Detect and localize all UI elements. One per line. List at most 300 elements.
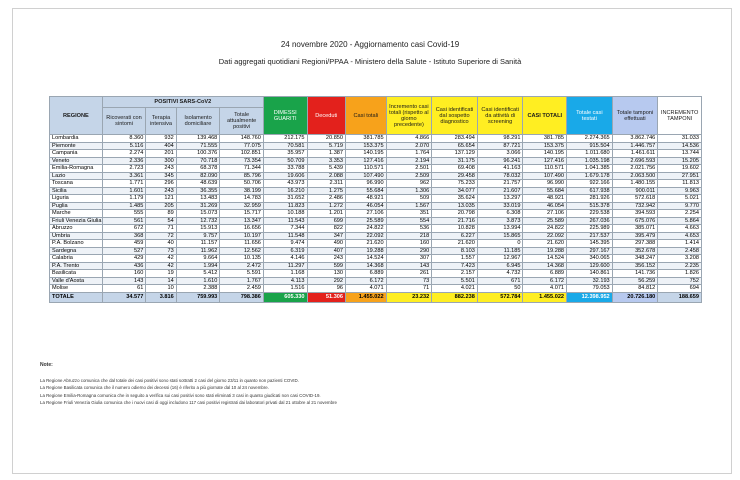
value-cell: 1.826 <box>658 270 702 278</box>
value-cell: 12.562 <box>220 247 264 255</box>
value-cell: 1.610 <box>176 277 220 285</box>
value-cell: 22.092 <box>523 232 567 240</box>
value-cell: 1.272 <box>307 202 346 210</box>
value-cell: 243 <box>307 255 346 263</box>
value-cell: 70.581 <box>263 142 307 150</box>
value-cell: 19.288 <box>346 247 387 255</box>
value-cell: 0 <box>477 240 523 248</box>
region-cell: Puglia <box>50 202 103 210</box>
value-cell: 6.319 <box>263 247 307 255</box>
value-cell: 381.785 <box>346 135 387 143</box>
value-cell: 34.077 <box>432 187 478 195</box>
value-cell: 381.785 <box>523 135 567 143</box>
value-cell: 35.957 <box>263 150 307 158</box>
value-cell: 348.247 <box>612 255 658 263</box>
value-cell: 71 <box>386 285 432 293</box>
value-cell: 2.254 <box>658 210 702 218</box>
col-header-isolamento: Isolamento domiciliare <box>176 108 220 135</box>
value-cell: 100.376 <box>176 150 220 158</box>
col-header-totale-positivi: Totale attualmente positivi <box>220 108 264 135</box>
col-header-casi-totali-2: CASI TOTALI <box>523 97 567 135</box>
value-cell: 1.446.757 <box>612 142 658 150</box>
value-cell: 356.152 <box>612 262 658 270</box>
value-cell: 12.732 <box>176 217 220 225</box>
value-cell: 22.092 <box>346 232 387 240</box>
value-cell: 98.291 <box>477 135 523 143</box>
col-header-sospetto: Casi identificati dal sospetto diagnostico <box>432 97 478 135</box>
value-cell: 459 <box>102 240 146 248</box>
value-cell: 11.548 <box>263 232 307 240</box>
value-cell: 11.823 <box>263 202 307 210</box>
region-cell: Sardegna <box>50 247 103 255</box>
value-cell: 188.659 <box>658 292 702 302</box>
value-cell: 822 <box>307 225 346 233</box>
value-cell: 8.103 <box>432 247 478 255</box>
value-cell: 29.458 <box>432 172 478 180</box>
value-cell: 2.501 <box>386 165 432 173</box>
value-cell: 19 <box>146 270 176 278</box>
value-cell: 73 <box>146 247 176 255</box>
value-cell: 1.764 <box>386 150 432 158</box>
table-row <box>50 262 702 270</box>
value-cell: 10.828 <box>432 225 478 233</box>
region-cell: P.A. Trento <box>50 262 103 270</box>
value-cell: 143 <box>386 262 432 270</box>
value-cell: 307 <box>386 255 432 263</box>
value-cell: 340.065 <box>567 255 613 263</box>
value-cell: 2.274 <box>102 150 146 158</box>
value-cell: 9.963 <box>658 187 702 195</box>
value-cell: 13.347 <box>220 217 264 225</box>
value-cell: 14.783 <box>220 195 264 203</box>
value-cell: 699 <box>307 217 346 225</box>
value-cell: 25.589 <box>346 217 387 225</box>
value-cell: 9.757 <box>176 232 220 240</box>
value-cell: 1.994 <box>176 262 220 270</box>
value-cell: 5.591 <box>220 270 264 278</box>
value-cell: 7.423 <box>432 262 478 270</box>
report-subtitle: Dati aggregati quotidiani Regioni/PPAA - Ministero della Salute - Istituto Superiore di Sanità <box>218 57 522 66</box>
value-cell: 404 <box>146 142 176 150</box>
value-cell: 24.822 <box>523 225 567 233</box>
region-cell: Piemonte <box>50 142 103 150</box>
value-cell: 554 <box>386 217 432 225</box>
value-cell: 675.076 <box>612 217 658 225</box>
value-cell: 55.684 <box>346 187 387 195</box>
value-cell: 56.259 <box>612 277 658 285</box>
table-row <box>50 285 702 293</box>
value-cell: 1.179 <box>102 195 146 203</box>
value-cell: 19.606 <box>263 172 307 180</box>
value-cell: 2.459 <box>220 285 264 293</box>
value-cell: 8.360 <box>102 135 146 143</box>
value-cell: 96.990 <box>523 180 567 188</box>
value-cell: 2.336 <box>102 157 146 165</box>
value-cell: 50.709 <box>263 157 307 165</box>
value-cell: 3.873 <box>477 217 523 225</box>
value-cell: 27.106 <box>346 210 387 218</box>
value-cell: 21.620 <box>346 240 387 248</box>
value-cell: 102.851 <box>220 150 264 158</box>
value-cell: 40 <box>146 240 176 248</box>
col-header-tamponi: Totale tamponi effettuati <box>612 97 658 135</box>
value-cell: 962 <box>386 180 432 188</box>
value-cell: 572.618 <box>612 195 658 203</box>
table-row <box>50 210 702 218</box>
value-cell: 1.480.155 <box>612 180 658 188</box>
table-row <box>50 195 702 203</box>
value-cell: 352.678 <box>612 247 658 255</box>
value-cell: 6.945 <box>477 262 523 270</box>
note-line: La Regione Friuli Venezia Giulia comunica che i nuovi casi di oggi includono 117 casi positivi registrati dai laboratori privati dal 21 ottobre al 21 novembre <box>40 399 337 405</box>
table-row <box>50 240 702 248</box>
value-cell: 5.439 <box>307 165 346 173</box>
value-cell: 21.620 <box>432 240 478 248</box>
value-cell: 732.942 <box>612 202 658 210</box>
table-row <box>50 202 702 210</box>
value-cell: 3.862.746 <box>612 135 658 143</box>
value-cell: 96.990 <box>346 180 387 188</box>
value-cell: 1.679.178 <box>567 172 613 180</box>
value-cell: 3.208 <box>658 255 702 263</box>
value-cell: 4.071 <box>346 285 387 293</box>
value-cell: 11.813 <box>658 180 702 188</box>
value-cell: 218 <box>386 232 432 240</box>
value-cell: 41.163 <box>477 165 523 173</box>
value-cell: 205 <box>146 202 176 210</box>
value-cell: 160 <box>102 270 146 278</box>
value-cell: 107.490 <box>346 172 387 180</box>
value-cell: 20.798 <box>432 210 478 218</box>
value-cell: 23.232 <box>386 292 432 302</box>
value-cell: 2.274.365 <box>567 135 613 143</box>
value-cell: 27.106 <box>523 210 567 218</box>
value-cell: 36.355 <box>176 187 220 195</box>
value-cell: 509 <box>386 195 432 203</box>
value-cell: 3.353 <box>307 157 346 165</box>
value-cell: 14.536 <box>658 142 702 150</box>
col-header-incremento: Incremento casi totali (rispetto al giorno precedente) <box>386 97 432 135</box>
value-cell: 4.653 <box>658 232 702 240</box>
value-cell: 11.962 <box>176 247 220 255</box>
report-title: 24 novembre 2020 - Aggiornamento casi Covid-19 <box>280 40 460 49</box>
value-cell: 2.486 <box>307 195 346 203</box>
value-cell: 6.889 <box>523 270 567 278</box>
value-cell: 31.175 <box>432 157 478 165</box>
value-cell: 1.557 <box>432 255 478 263</box>
value-cell: 87.721 <box>477 142 523 150</box>
value-cell: 139.468 <box>176 135 220 143</box>
value-cell: 3.066 <box>477 150 523 158</box>
value-cell: 290 <box>386 247 432 255</box>
value-cell: 6.889 <box>346 270 387 278</box>
value-cell: 15.717 <box>220 210 264 218</box>
value-cell: 292 <box>307 277 346 285</box>
value-cell: 72 <box>146 232 176 240</box>
note-line: La Regione Abruzzo comunica che dal totale dei casi positivi sono stati sottratti 2 casi del giorno 23/11 in quanto non pazienti COVID. <box>40 378 299 384</box>
value-cell: 25.589 <box>523 217 567 225</box>
value-cell: 243 <box>146 165 176 173</box>
value-cell: 297.167 <box>567 247 613 255</box>
value-cell: 2.194 <box>386 157 432 165</box>
value-cell: 15.073 <box>176 210 220 218</box>
region-cell: Abruzzo <box>50 225 103 233</box>
value-cell: 572.784 <box>477 292 523 302</box>
value-cell: 752 <box>658 277 702 285</box>
col-header-casi-totali: Casi totali <box>346 97 387 135</box>
value-cell: 1.461.611 <box>612 150 658 158</box>
value-cell: 6.172 <box>523 277 567 285</box>
table-row <box>50 270 702 278</box>
value-cell: 16.656 <box>220 225 264 233</box>
value-cell: 11.185 <box>477 247 523 255</box>
value-cell: 922.166 <box>567 180 613 188</box>
value-cell: 368 <box>102 232 146 240</box>
value-cell: 10.188 <box>263 210 307 218</box>
value-cell: 4.071 <box>523 285 567 293</box>
value-cell: 2.388 <box>176 285 220 293</box>
value-cell: 599 <box>307 262 346 270</box>
value-cell: 759.993 <box>176 292 220 302</box>
value-cell: 267.036 <box>567 217 613 225</box>
value-cell: 34.577 <box>102 292 146 302</box>
value-cell: 48.921 <box>346 195 387 203</box>
value-cell: 77.075 <box>220 142 264 150</box>
value-cell: 130 <box>307 270 346 278</box>
value-cell: 9.474 <box>263 240 307 248</box>
value-cell: 148.760 <box>220 135 264 143</box>
value-cell: 261 <box>386 270 432 278</box>
value-cell: 1.306 <box>386 187 432 195</box>
col-header-regione: REGIONE <box>50 97 103 135</box>
table-row <box>50 180 702 188</box>
value-cell: 4.663 <box>658 225 702 233</box>
value-cell: 33.019 <box>477 202 523 210</box>
value-cell: 32.959 <box>220 202 264 210</box>
table-row <box>50 187 702 195</box>
table-row <box>50 255 702 263</box>
value-cell: 71.555 <box>176 142 220 150</box>
value-cell: 2.088 <box>307 172 346 180</box>
value-cell: 31.269 <box>176 202 220 210</box>
notes-title: Note: <box>40 362 53 368</box>
notes-section <box>40 362 690 406</box>
value-cell: 385.071 <box>612 225 658 233</box>
value-cell: 3.816 <box>146 292 176 302</box>
value-cell: 43.973 <box>263 180 307 188</box>
value-cell: 13.994 <box>477 225 523 233</box>
value-cell: 5.719 <box>307 142 346 150</box>
value-cell: 7.344 <box>263 225 307 233</box>
value-cell: 561 <box>102 217 146 225</box>
value-cell: 73 <box>386 277 432 285</box>
value-cell: 127.416 <box>523 157 567 165</box>
region-cell: Toscana <box>50 180 103 188</box>
value-cell: 153.375 <box>346 142 387 150</box>
value-cell: 143 <box>102 277 146 285</box>
value-cell: 1.035.198 <box>567 157 613 165</box>
value-cell: 5.021 <box>658 195 702 203</box>
value-cell: 5.864 <box>658 217 702 225</box>
table-row <box>50 142 702 150</box>
region-cell: Marche <box>50 210 103 218</box>
value-cell: 1.387 <box>307 150 346 158</box>
value-cell: 671 <box>477 277 523 285</box>
table-row <box>50 225 702 233</box>
value-cell: 9.770 <box>658 202 702 210</box>
value-cell: 6.172 <box>346 277 387 285</box>
value-cell: 527 <box>102 247 146 255</box>
value-cell: 73.354 <box>220 157 264 165</box>
value-cell: 48.639 <box>176 180 220 188</box>
region-cell: Friuli Venezia Giulia <box>50 217 103 225</box>
value-cell: 351 <box>386 210 432 218</box>
value-cell: 1.414 <box>658 240 702 248</box>
value-cell: 4.146 <box>263 255 307 263</box>
value-cell: 4.113 <box>263 277 307 285</box>
value-cell: 32.193 <box>567 277 613 285</box>
value-cell: 11.157 <box>176 240 220 248</box>
value-cell: 31.652 <box>263 195 307 203</box>
value-cell: 21.620 <box>523 240 567 248</box>
value-cell: 140.195 <box>523 150 567 158</box>
table-row <box>50 135 702 143</box>
value-cell: 4.021 <box>432 285 478 293</box>
value-cell: 78.032 <box>477 172 523 180</box>
region-cell: TOTALE <box>50 292 103 302</box>
col-header-casi-testati: Totale casi testati <box>567 97 613 135</box>
value-cell: 4.866 <box>386 135 432 143</box>
table-row <box>50 157 702 165</box>
region-cell: Emilia-Romagna <box>50 165 103 173</box>
value-cell: 915.504 <box>567 142 613 150</box>
value-cell: 14.368 <box>346 262 387 270</box>
value-cell: 140.195 <box>346 150 387 158</box>
region-cell: Veneto <box>50 157 103 165</box>
value-cell: 882.238 <box>432 292 478 302</box>
note-line: La Regione Basilicata comunica che il numero odierno dei decessi (16) è riferito a più giornate dal 10 al 24 novembre. <box>40 385 269 391</box>
value-cell: 54 <box>146 217 176 225</box>
value-cell: 429 <box>102 255 146 263</box>
table-row <box>50 217 702 225</box>
value-cell: 12.967 <box>477 255 523 263</box>
value-cell: 51.306 <box>307 292 346 302</box>
value-cell: 15.865 <box>477 232 523 240</box>
value-cell: 900.011 <box>612 187 658 195</box>
value-cell: 38.199 <box>220 187 264 195</box>
value-cell: 35.624 <box>432 195 478 203</box>
value-cell: 1.201 <box>307 210 346 218</box>
value-cell: 300 <box>146 157 176 165</box>
value-cell: 2.509 <box>386 172 432 180</box>
region-cell: P.A. Bolzano <box>50 240 103 248</box>
value-cell: 15.205 <box>658 157 702 165</box>
value-cell: 5.412 <box>176 270 220 278</box>
value-cell: 1.567 <box>386 202 432 210</box>
value-cell: 1.455.022 <box>523 292 567 302</box>
value-cell: 160 <box>386 240 432 248</box>
value-cell: 2.311 <box>307 180 346 188</box>
value-cell: 201 <box>146 150 176 158</box>
value-cell: 33.788 <box>263 165 307 173</box>
value-cell: 13.035 <box>432 202 478 210</box>
value-cell: 137.129 <box>432 150 478 158</box>
value-cell: 2.696.593 <box>612 157 658 165</box>
value-cell: 1.041.385 <box>567 165 613 173</box>
value-cell: 2.157 <box>432 270 478 278</box>
value-cell: 5.116 <box>102 142 146 150</box>
value-cell: 153.375 <box>523 142 567 150</box>
col-header-ricoverati: Ricoverati con sintomi <box>102 108 146 135</box>
value-cell: 1.767 <box>220 277 264 285</box>
value-cell: 1.011.680 <box>567 150 613 158</box>
value-cell: 798.386 <box>220 292 264 302</box>
value-cell: 672 <box>102 225 146 233</box>
col-header-deceduti: Deceduti <box>307 97 346 135</box>
value-cell: 145.395 <box>567 240 613 248</box>
value-cell: 281.926 <box>567 195 613 203</box>
value-cell: 127.416 <box>346 157 387 165</box>
value-cell: 10.197 <box>220 232 264 240</box>
region-cell: Molise <box>50 285 103 293</box>
value-cell: 24.822 <box>346 225 387 233</box>
note-line: La Regione Emilia-Romagna comunica che in seguito a verifica sui casi positivi sono stati eliminati 3 casi in quanto giudicati non casi COVID-19. <box>40 392 321 398</box>
value-cell: 121 <box>146 195 176 203</box>
value-cell: 96.241 <box>477 157 523 165</box>
value-cell: 1.485 <box>102 202 146 210</box>
table-row <box>50 165 702 173</box>
value-cell: 283.494 <box>432 135 478 143</box>
value-cell: 27.951 <box>658 172 702 180</box>
value-cell: 2.723 <box>102 165 146 173</box>
value-cell: 69.408 <box>432 165 478 173</box>
value-cell: 225.989 <box>567 225 613 233</box>
value-cell: 296 <box>146 180 176 188</box>
value-cell: 436 <box>102 262 146 270</box>
table-row <box>50 247 702 255</box>
value-cell: 11.543 <box>263 217 307 225</box>
value-cell: 2.070 <box>386 142 432 150</box>
value-cell: 21.607 <box>477 187 523 195</box>
value-cell: 70.718 <box>176 157 220 165</box>
value-cell: 110.571 <box>346 165 387 173</box>
value-cell: 14 <box>146 277 176 285</box>
value-cell: 50.706 <box>220 180 264 188</box>
col-header-dimessi: DIMESSI GUARITI <box>263 97 307 135</box>
value-cell: 347 <box>307 232 346 240</box>
value-cell: 141.736 <box>612 270 658 278</box>
value-cell: 21.757 <box>477 180 523 188</box>
value-cell: 9.664 <box>176 255 220 263</box>
value-cell: 13.297 <box>477 195 523 203</box>
col-header-incremento-tamponi: INCREMENTO TAMPONI <box>658 97 702 135</box>
value-cell: 46.054 <box>523 202 567 210</box>
value-cell: 16.210 <box>263 187 307 195</box>
value-cell: 345 <box>146 172 176 180</box>
value-cell: 65.654 <box>432 142 478 150</box>
value-cell: 1.455.022 <box>346 292 387 302</box>
value-cell: 48.921 <box>523 195 567 203</box>
value-cell: 20.850 <box>307 135 346 143</box>
value-cell: 19.602 <box>658 165 702 173</box>
value-cell: 515.378 <box>567 202 613 210</box>
value-cell: 14.368 <box>523 262 567 270</box>
value-cell: 140.861 <box>567 270 613 278</box>
value-cell: 61 <box>102 285 146 293</box>
value-cell: 13.744 <box>658 150 702 158</box>
region-cell: Basilicata <box>50 270 103 278</box>
value-cell: 229.538 <box>567 210 613 218</box>
